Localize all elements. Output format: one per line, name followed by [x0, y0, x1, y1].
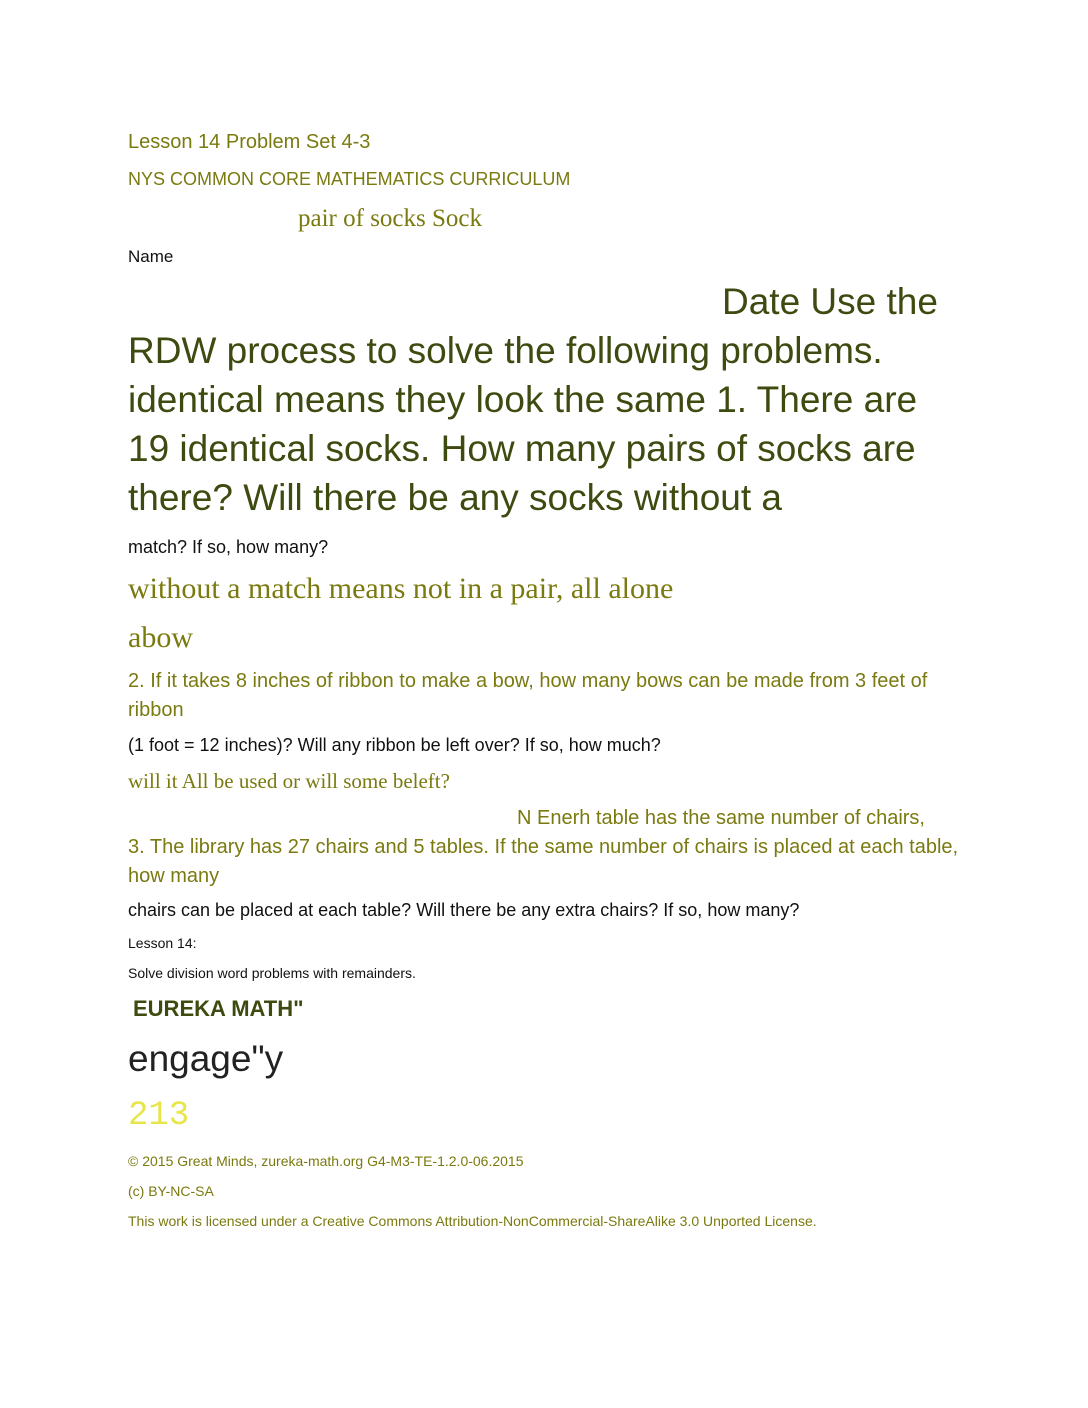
handwritten-note-ribbon: will it All be used or will some beleft? — [128, 769, 450, 793]
handwritten-note-socks: pair of socks Sock — [298, 205, 482, 232]
page-number: 213 — [128, 1097, 190, 1135]
problem2-text: 2. If it takes 8 inches of ribbon to make a bow, how many bows can be made from 3 feet of ribbon — [128, 670, 928, 721]
engageny-logo: engage"y — [128, 1038, 284, 1079]
date-line: Date Use the — [722, 281, 938, 322]
lesson-title: Lesson 14 Problem Set 4-3 — [128, 131, 371, 153]
problem2-tail: (1 foot = 12 inches)? Will any ribbon be left over? If so, how much? — [128, 735, 661, 755]
problem3-tail: chairs can be placed at each table? Will there be any extra chairs? If so, how many? — [128, 900, 800, 920]
footer-lesson-label: Lesson 14: — [128, 935, 197, 951]
body-line-4: 19 identical socks. How many pairs of socks are — [128, 428, 916, 469]
body-line-3: identical means they look the same 1. There are — [128, 379, 918, 420]
body-line-5: there? Will there be any socks without a — [128, 477, 782, 518]
handwritten-note-match: without a match means not in a pair, all alone — [128, 572, 674, 605]
eureka-math-logo: EUREKA MATH" — [133, 996, 304, 1021]
license-badge: (c) BY-NC-SA — [128, 1183, 214, 1199]
problem1-tail: match? If so, how many? — [128, 537, 329, 557]
handwritten-note-abow: abow — [128, 621, 193, 654]
license-text: This work is licensed under a Creative Commons Attribution-NonCommercial-ShareAlike 3.0 Unported License. — [128, 1213, 817, 1229]
copyright-line: © 2015 Great Minds, zureka-math.org G4-M3-TE-1.2.0-06.2015 — [128, 1153, 524, 1169]
handwritten-note-chairs: N Enerh table has the same number of chairs, — [517, 807, 925, 829]
curriculum-header: NYS COMMON CORE MATHEMATICS CURRICULUM — [128, 169, 571, 189]
problem3-text: 3. The library has 27 chairs and 5 tables. If the same number of chairs is placed at each table, how many — [128, 836, 959, 887]
body-line-2: RDW process to solve the following problems. — [128, 330, 883, 371]
footer-lesson-description: Solve division word problems with remainders. — [128, 965, 416, 981]
name-label: Name — [128, 247, 174, 266]
